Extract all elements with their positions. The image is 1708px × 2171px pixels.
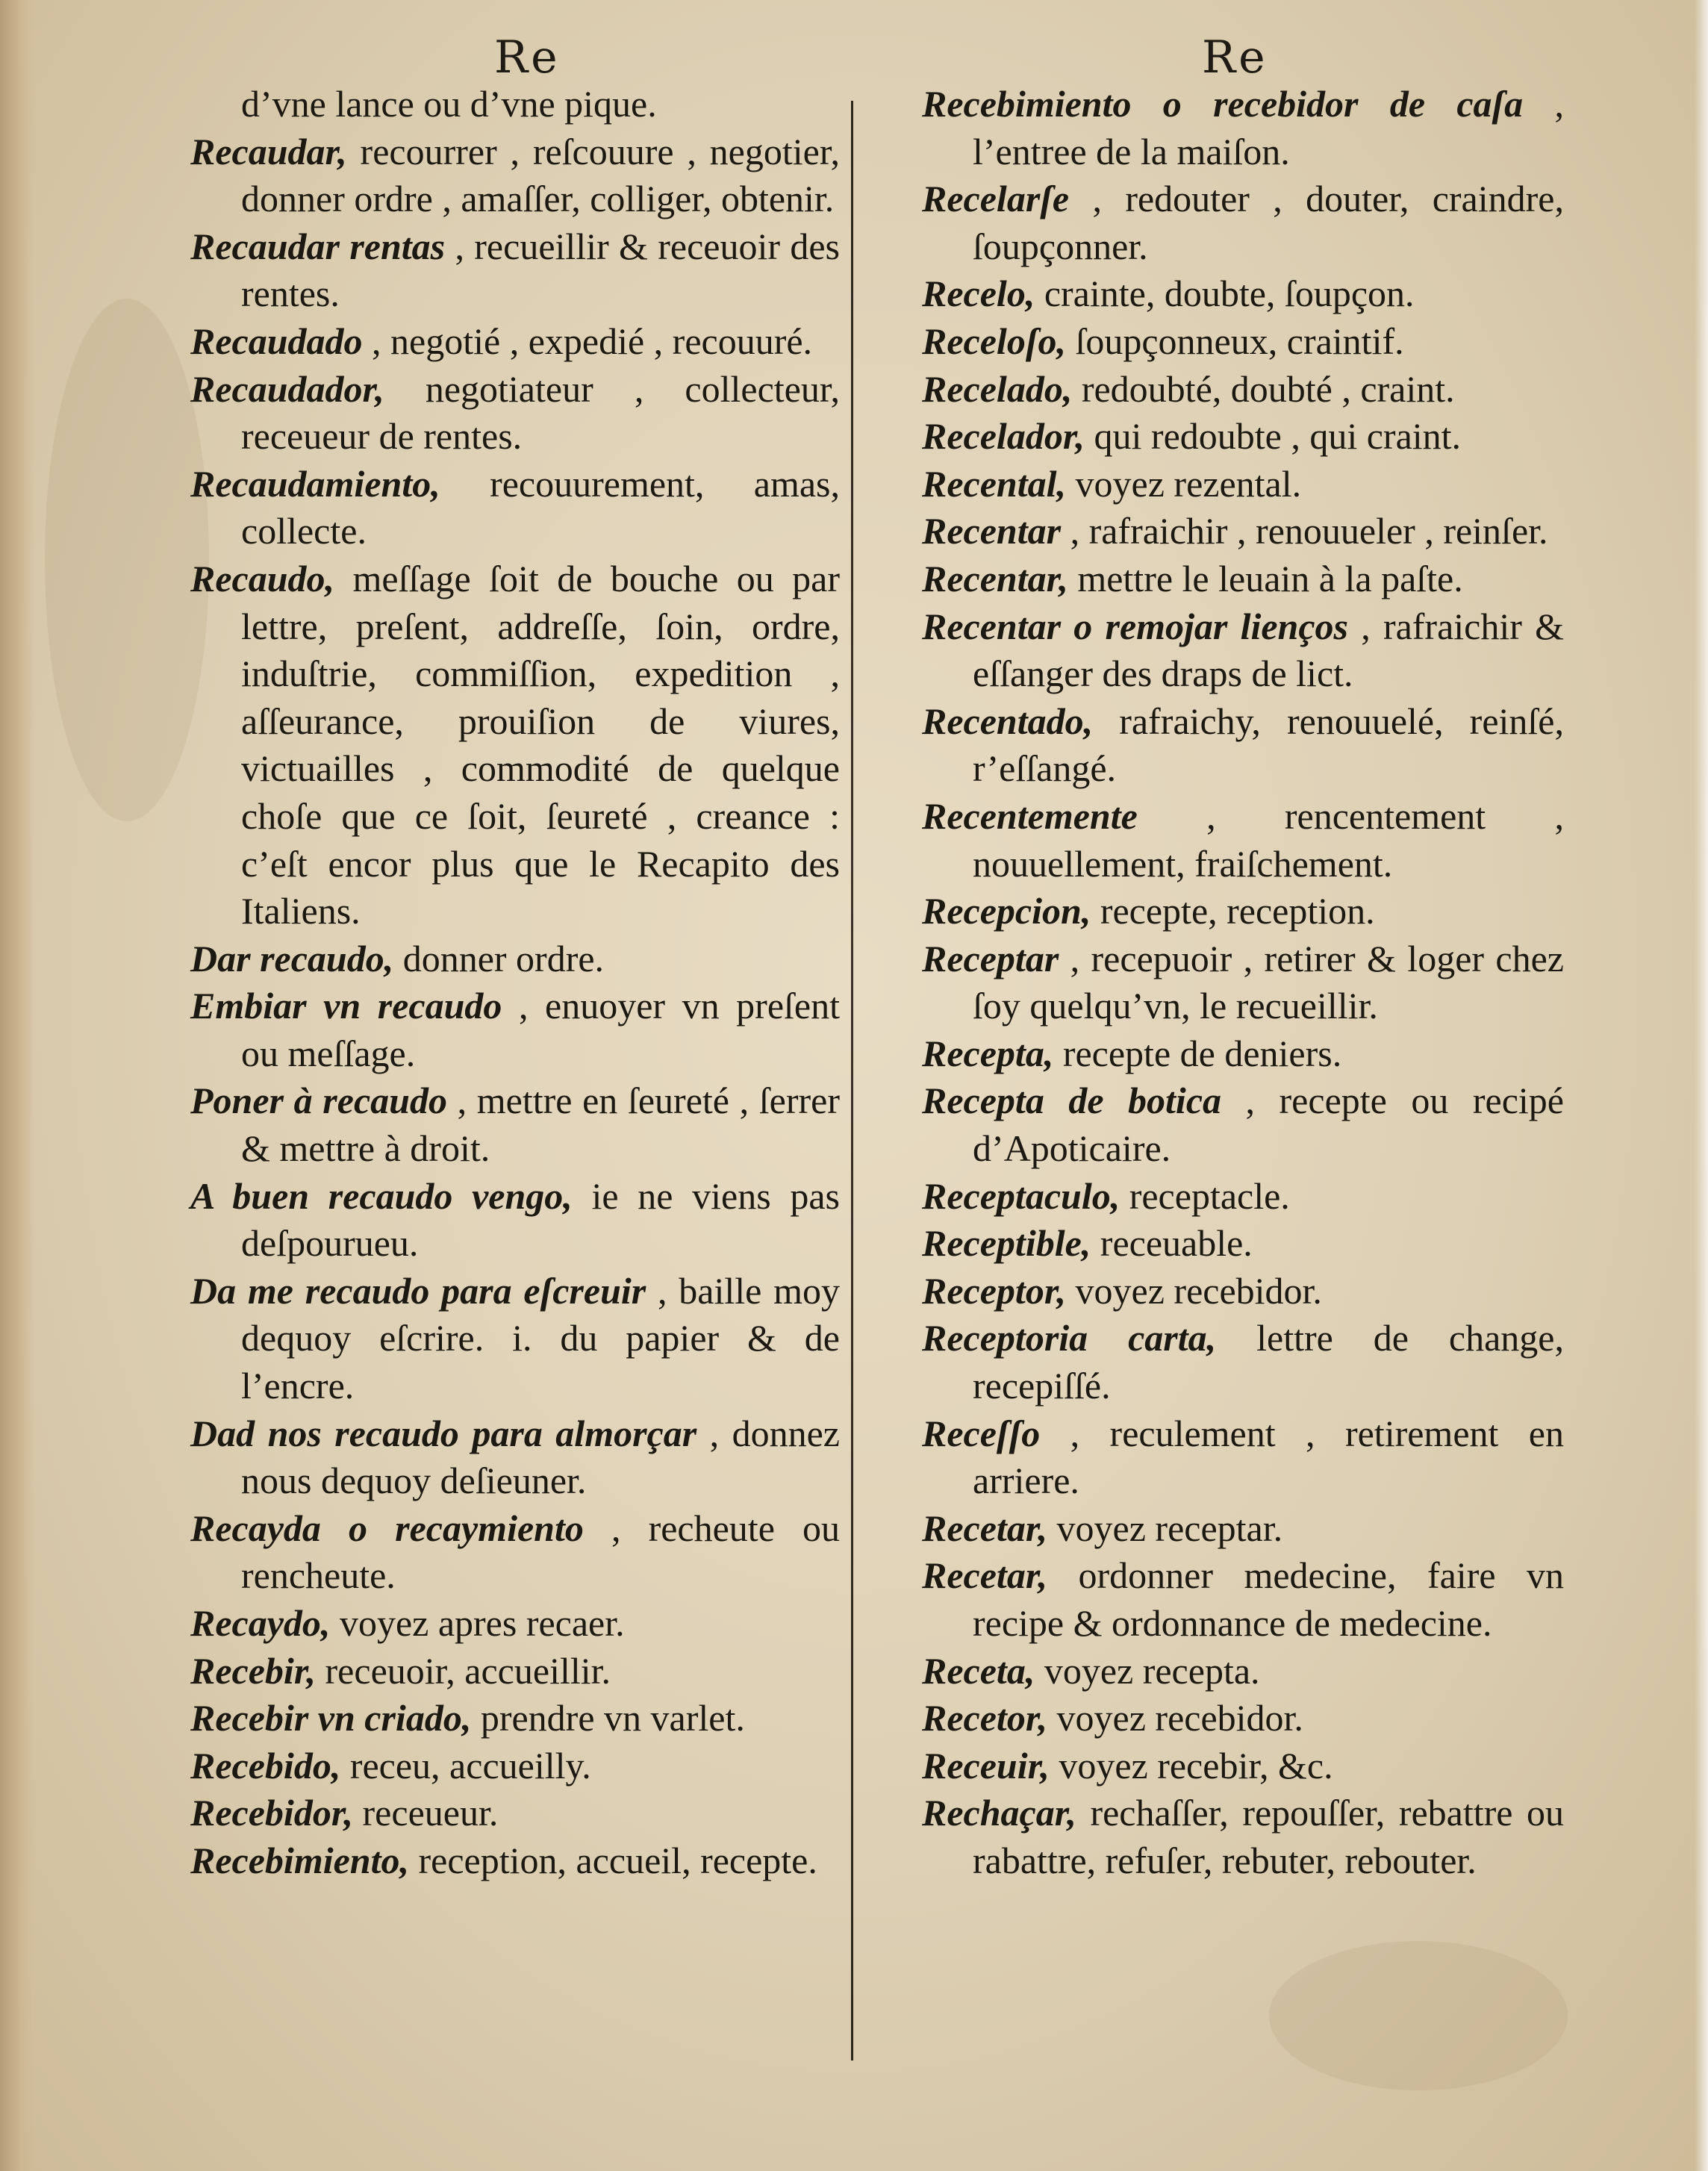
entry-definition: negotiateur , collecteur, receueur de rentes.	[241, 367, 840, 458]
entry-definition: , reculement , retirement en arriere.	[973, 1412, 1564, 1502]
entry-headword: Recaudado	[190, 320, 363, 362]
dictionary-entry	[190, 1268, 840, 1410]
entry-definition: donner ordre.	[393, 937, 605, 979]
dictionary-entry	[922, 888, 1564, 935]
entry-definition: receu, accueilly.	[340, 1744, 591, 1787]
entry-definition: ſoupçonneux, craintif.	[1065, 320, 1404, 362]
entry-headword: Recepcion,	[922, 890, 1091, 932]
entry-headword: Rechaçar,	[922, 1792, 1076, 1834]
entry-definition: recepte, reception.	[1091, 890, 1375, 932]
entry-definition: receuable.	[1091, 1222, 1253, 1265]
entry-definition: receptacle.	[1120, 1174, 1290, 1217]
entry-definition: , recepte ou recipé d’Apoticaire.	[973, 1080, 1564, 1170]
entry-definition: voyez recepta.	[1035, 1649, 1260, 1692]
entry-definition: meſſage ſoit de bouche ou par lettre, preſent, addreſſe, ſoin, ordre, induſtrie, commiſſion, expedition , aſſeurance, prouiſion de viures, victuailles , commodité de quelque choſe que ce ſoit, ſeureté , creance : c’eſt encor plus que le Recapito des Italiens.	[241, 557, 840, 932]
dictionary-entry	[922, 318, 1564, 366]
dictionary-entry	[190, 1173, 840, 1268]
dictionary-entry	[922, 1173, 1564, 1221]
dictionary-entry	[922, 1268, 1564, 1315]
dictionary-entry	[190, 1695, 840, 1742]
dictionary-entry	[922, 508, 1564, 555]
entry-definition: , donnez nous dequoy deſieuner.	[241, 1412, 840, 1502]
entry-headword: A buen recaudo vengo,	[190, 1174, 573, 1217]
entry-headword: Recaudamiento,	[190, 462, 440, 505]
entry-headword: Embiar vn recaudo	[190, 985, 502, 1027]
entry-headword: Receptaculo,	[922, 1174, 1121, 1217]
entry-definition: , recheute ou rencheute.	[241, 1507, 840, 1597]
entry-headword: Recaudador,	[190, 367, 384, 410]
entry-headword: Receta,	[922, 1649, 1035, 1692]
dictionary-entry	[922, 1695, 1564, 1742]
dictionary-entry	[190, 1600, 840, 1648]
entry-definition: voyez recebidor.	[1047, 1697, 1303, 1739]
entry-definition: , recueillir & receuoir des rentes.	[241, 225, 840, 315]
right-column	[922, 81, 1564, 1885]
entry-definition: , negotié , expedié , recouuré.	[362, 320, 813, 362]
dictionary-entry	[190, 366, 840, 461]
entry-definition: prendre vn varlet.	[471, 1697, 745, 1739]
entry-headword: Recentar,	[922, 557, 1068, 599]
dictionary-entry	[190, 555, 840, 935]
entry-headword: Receptor,	[922, 1269, 1067, 1312]
dictionary-entry	[190, 461, 840, 555]
entry-headword: Dad nos recaudo para almorçar	[190, 1412, 697, 1454]
dictionary-entry	[922, 81, 1564, 175]
running-header-right: Re	[1202, 31, 1268, 84]
entry-headword: Recebir,	[190, 1649, 317, 1692]
entry-headword: Recentemente	[922, 794, 1138, 837]
entry-definition: , rafraichir , renouueler , reinſer.	[1061, 510, 1548, 552]
dictionary-entry	[922, 1030, 1564, 1078]
entry-headword: Recetar,	[922, 1507, 1048, 1549]
entry-definition: recepte de deniers.	[1053, 1032, 1342, 1074]
entry-headword: Recentar o remojar lienços	[922, 605, 1349, 647]
entry-headword: Receuir,	[922, 1744, 1050, 1787]
entry-headword: Recebido,	[190, 1744, 341, 1787]
dictionary-entry	[190, 128, 840, 223]
entry-definition: receueur.	[353, 1792, 499, 1834]
column-divider	[851, 101, 853, 2061]
entry-headword: Recelado,	[922, 367, 1073, 410]
entry-headword: Receloſo,	[922, 320, 1066, 362]
entry-definition: voyez recebidor.	[1066, 1269, 1322, 1312]
dictionary-entry	[922, 366, 1564, 414]
binding-gutter	[0, 0, 34, 2171]
dictionary-entry	[190, 935, 840, 983]
entry-headword: Recebidor,	[190, 1792, 354, 1834]
entry-definition: ie ne viens pas deſpourueu.	[241, 1174, 840, 1265]
dictionary-entry	[190, 1505, 840, 1600]
entry-definition: voyez receptar.	[1047, 1507, 1283, 1549]
dictionary-entry	[922, 698, 1564, 793]
entry-headword: Recebimiento o recebidor de caſa	[922, 83, 1524, 125]
dictionary-entry	[922, 1790, 1564, 1884]
entry-definition: reception, accueil, recepte.	[409, 1839, 817, 1881]
entry-headword: Recaydo,	[190, 1602, 331, 1644]
entry-definition: voyez rezental.	[1066, 462, 1302, 505]
dictionary-entry	[190, 223, 840, 318]
dictionary-entry	[922, 1648, 1564, 1695]
entry-definition: rafraichy, renouuelé, reinſé, r’eſſangé.	[973, 700, 1564, 790]
dictionary-entry	[922, 555, 1564, 603]
entry-definition: , rencentement , nouuellement, fraiſchement.	[973, 794, 1564, 885]
entry-definition: , baille moy dequoy eſcrire. i. du papier & de l’encre.	[241, 1269, 840, 1407]
dictionary-entry	[922, 1505, 1564, 1553]
entry-headword: Recetar,	[922, 1554, 1048, 1597]
entry-definition: receuoir, accueillir.	[316, 1649, 611, 1692]
entry-headword: Receptible,	[922, 1222, 1091, 1265]
entry-headword: Recentado,	[922, 700, 1094, 742]
entry-definition: voyez apres recaer.	[330, 1602, 625, 1644]
entry-headword: Receptoria carta,	[922, 1317, 1217, 1359]
entry-headword: Poner à recaudo	[190, 1080, 447, 1122]
entry-headword: Recebir vn criado,	[190, 1697, 472, 1739]
entry-headword: Receptar	[922, 937, 1059, 979]
paper-stain	[45, 299, 209, 821]
entry-definition: rechaſſer, repouſſer, rebattre ou rabattre, refuſer, rebuter, rebouter.	[973, 1792, 1564, 1881]
page-edge	[1695, 0, 1708, 2171]
dictionary-entry	[922, 935, 1564, 1030]
entry-definition: recourrer , reſcouure , negotier, donner ordre , amaſſer, colliger, obtenir.	[241, 130, 840, 220]
entry-headword: Recentar	[922, 510, 1062, 552]
entry-definition: d’vne lance ou d’vne pique.	[241, 83, 657, 125]
dictionary-entry	[922, 1410, 1564, 1505]
entry-headword: Dar recaudo,	[190, 937, 394, 979]
entry-headword: Recelarſe	[922, 178, 1070, 220]
dictionary-entry	[922, 1552, 1564, 1647]
dictionary-entry	[190, 1742, 840, 1790]
entry-headword: Recaudar rentas	[190, 225, 446, 267]
entry-definition: qui redoubte , qui craint.	[1085, 415, 1462, 458]
entry-headword: Receſſo	[922, 1412, 1041, 1454]
entry-headword: Recaudar,	[190, 130, 347, 172]
dictionary-entry	[922, 461, 1564, 508]
left-column	[190, 81, 840, 1885]
entry-definition: voyez recebir, &c.	[1049, 1744, 1333, 1787]
entry-headword: Recepta de botica	[922, 1080, 1222, 1122]
dictionary-entry	[190, 1837, 840, 1885]
entry-definition: redoubté, doubté , craint.	[1072, 367, 1455, 410]
entry-definition: recouurement, amas, collecte.	[241, 462, 840, 552]
entry-headword: Recaudo,	[190, 557, 335, 599]
dictionary-entry	[190, 1077, 840, 1172]
dictionary-entry	[922, 1315, 1564, 1410]
entry-headword: Recayda o recaymiento	[190, 1507, 584, 1549]
entry-definition: lettre de change, recepiſſé.	[973, 1317, 1564, 1407]
dictionary-entry	[922, 603, 1564, 698]
entry-headword: Recebimiento,	[190, 1839, 409, 1881]
dictionary-entry	[922, 175, 1564, 270]
dictionary-entry	[190, 318, 840, 366]
dictionary-entry	[190, 81, 840, 128]
dictionary-entry	[190, 1410, 840, 1505]
entry-definition: ordonner medecine, faire vn recipe & ordonnance de medecine.	[973, 1554, 1564, 1644]
entry-definition: , recepuoir , retirer & loger chez ſoy quelqu’vn, le recueillir.	[973, 937, 1564, 1027]
dictionary-entry	[922, 270, 1564, 318]
dictionary-entry	[922, 793, 1564, 888]
entry-headword: Da me recaudo para eſcreuir	[190, 1269, 646, 1312]
entry-headword: Recental,	[922, 462, 1067, 505]
dictionary-entry	[190, 1790, 840, 1837]
dictionary-entry	[922, 1220, 1564, 1268]
entry-definition: , mettre en ſeureté , ſerrer & mettre à droit.	[241, 1080, 840, 1170]
entry-definition: , enuoyer vn preſent ou meſſage.	[241, 985, 840, 1074]
entry-definition: , l’entree de la maiſon.	[973, 83, 1565, 172]
dictionary-entry	[190, 1648, 840, 1695]
dictionary-entry	[922, 1077, 1564, 1172]
entry-headword: Recetor,	[922, 1697, 1048, 1739]
entry-definition: crainte, doubte, ſoupçon.	[1035, 272, 1415, 315]
entry-headword: Recepta,	[922, 1032, 1054, 1074]
entry-headword: Recelador,	[922, 415, 1085, 458]
entry-headword: Recelo,	[922, 272, 1035, 315]
paper-stain	[1269, 1941, 1568, 2090]
dictionary-entry	[922, 413, 1564, 461]
entry-definition: , rafraichir & eſſanger des draps de lict.	[973, 605, 1564, 695]
entry-definition: mettre le leuain à la paſte.	[1068, 557, 1463, 599]
entry-definition: , redouter , douter, craindre, ſoupçonner.	[973, 178, 1564, 267]
dictionary-entry	[190, 982, 840, 1077]
dictionary-entry	[922, 1742, 1564, 1790]
running-header-left: Re	[494, 31, 561, 84]
